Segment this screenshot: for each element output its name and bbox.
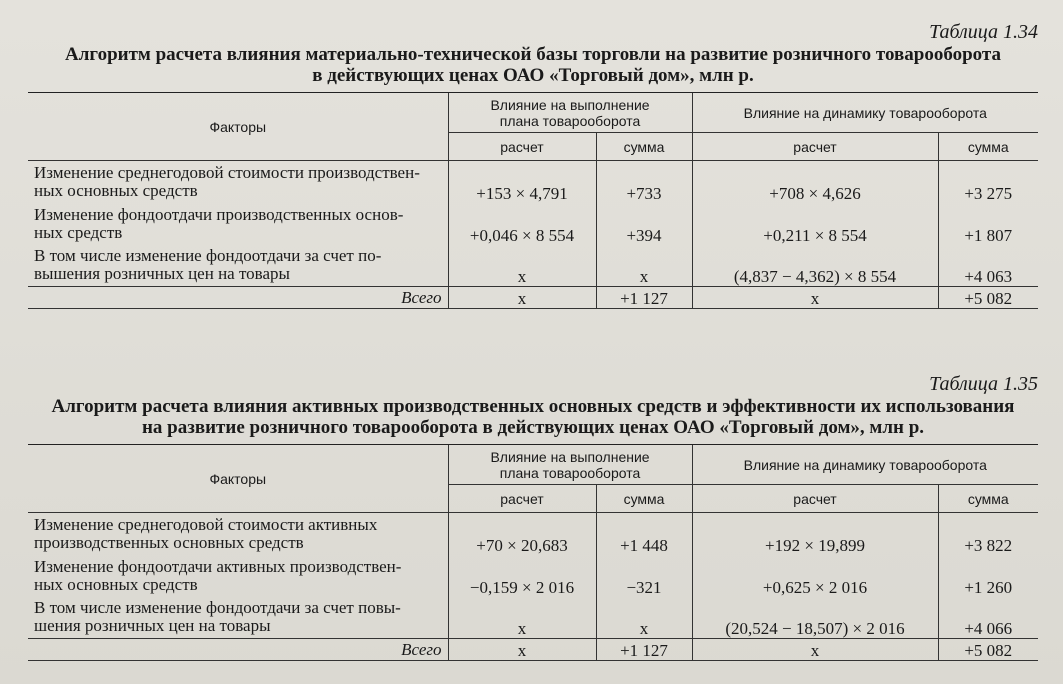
data-table bbox=[28, 92, 1038, 309]
header-calc: расчет bbox=[692, 485, 938, 513]
table-1-35-block bbox=[28, 372, 1038, 661]
header-plan: Влияние на выполнение плана товарооборота bbox=[448, 445, 692, 485]
header-factors: Факторы bbox=[28, 93, 448, 161]
table-title: Алгоритм расчета влияния материально-технической базы торговли на развитие розничного товарооборота в действующих ценах ОАО «Торговый дом», млн р. bbox=[65, 44, 1001, 86]
table-row: В том числе изменение фондоотдачи за счет по- вышения розничных цен на товары x x (4,837 − 4,362) × 8 554 +4 063 bbox=[28, 245, 1038, 287]
data-table bbox=[28, 444, 1038, 661]
table-number: Таблица 1.34 bbox=[929, 21, 1038, 43]
header-sum: сумма bbox=[596, 485, 692, 513]
table-row: Изменение среднегодовой стоимости производствен- ных основных средств +153 × 4,791 +733 +708 × 4,626 +3 275 bbox=[28, 161, 1038, 203]
header-calc: расчет bbox=[448, 485, 596, 513]
header-plan: Влияние на выполнение плана товарооборота bbox=[448, 93, 692, 133]
header-calc: расчет bbox=[448, 133, 596, 161]
table-row: Изменение фондоотдачи производственных основ- ных средств +0,046 × 8 554 +394 +0,211 × 8 554 +1 807 bbox=[28, 203, 1038, 245]
table-row: Изменение среднегодовой стоимости активных производственных основных средств +70 × 20,683 +1 448 +192 × 19,899 +3 822 bbox=[28, 513, 1038, 555]
header-dynamics: Влияние на динамику товарооборота bbox=[692, 445, 1038, 485]
table-number: Таблица 1.35 bbox=[929, 373, 1038, 395]
table-row: В том числе изменение фондоотдачи за счет повы- шения розничных цен на товары x x (20,524 − 18,507) × 2 016 +4 066 bbox=[28, 597, 1038, 639]
table-title: Алгоритм расчета влияния активных производственных основных средств и эффективности их использования на развитие розничного товарооборота в действующих ценах ОАО «Торговый дом», млн р. bbox=[51, 396, 1015, 438]
header-sum: сумма bbox=[596, 133, 692, 161]
table-row: Изменение фондоотдачи активных производствен- ных основных средств −0,159 × 2 016 −321 +0,625 × 2 016 +1 260 bbox=[28, 555, 1038, 597]
table-1-34-block bbox=[28, 20, 1038, 309]
header-sum: сумма bbox=[938, 485, 1038, 513]
header-factors: Факторы bbox=[28, 445, 448, 513]
total-row: Всего x +1 127 x +5 082 bbox=[28, 639, 1038, 661]
header-sum: сумма bbox=[938, 133, 1038, 161]
header-dynamics: Влияние на динамику товарооборота bbox=[692, 93, 1038, 133]
header-calc: расчет bbox=[692, 133, 938, 161]
total-row: Всего x +1 127 x +5 082 bbox=[28, 287, 1038, 309]
